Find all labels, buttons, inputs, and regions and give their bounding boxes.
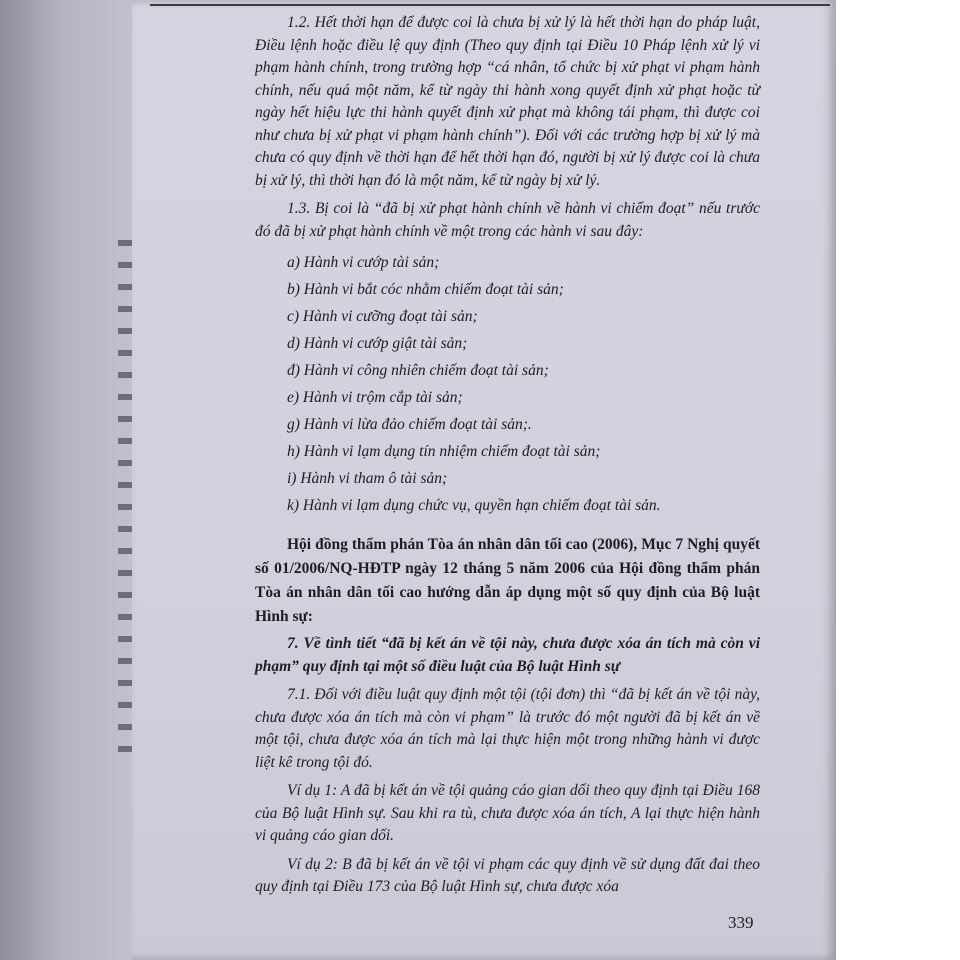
list-item: i) Hành vi tham ô tài sản; [287,470,448,487]
paragraph-7-1: 7.1. Đối với điều luật quy định một tội (tội đơn) thì “đã bị kết án về tội này, chưa được xóa án tích mà còn vi phạm” là trước đó một người đã bị kết án về một tội, chưa được xóa án tích mà lại thực hiện một trong những hành vi được liệt kê trong tội đó. [255,686,760,771]
violation-list [287,249,760,519]
example-2: Ví dụ 2: B đã bị kết án về tội vi phạm các quy định về sử dụng đất đai theo quy định tại Điều 173 của Bộ luật Hình sự, chưa được xóa [255,855,760,895]
list-item: k) Hành vi lạm dụng chức vụ, quyền hạn chiếm đoạt tài sản. [287,497,661,514]
list-item: g) Hành vi lừa đảo chiếm đoạt tài sản;. [287,416,532,433]
list-item: b) Hành vi bắt cóc nhằm chiếm đoạt tài sản; [287,281,564,298]
header-rule [150,4,830,6]
background-margin [836,0,960,960]
page-text [255,12,760,899]
page-number: 339 [728,913,754,932]
list-item: d) Hành vi cướp giật tài sản; [287,335,468,352]
section-7-heading: 7. Về tình tiết “đã bị kết án về tội này, chưa được xóa án tích mà còn vi phạm” quy định tại một số điều luật của Bộ luật Hình sự [255,635,760,675]
facing-page-edge [0,0,135,960]
list-item: c) Hành vi cưỡng đoạt tài sản; [287,308,478,325]
example-1: Ví dụ 1: A đã bị kết án về tội quảng cáo gian dối theo quy định tại Điều 168 của Bộ luật Hình sự. Sau khi ra tù, chưa được xóa án tích, A lại thực hiện hành vi quảng cáo gian dối. [255,782,760,844]
paragraph-1-2: 1.2. Hết thời hạn để được coi là chưa bị xử lý là hết thời hạn do pháp luật, Điều lệnh hoặc điều lệ quy định (Theo quy định tại Điều 10 Pháp lệnh xử lý vi phạm hành chính, trong trường hợp “cá nhân, tổ chức bị xử phạt vi phạm hành chính, nếu quá một năm, kể từ ngày thi hành xong quyết định xử phạt hoặc từ ngày hết hiệu lực thi hành quyết định xử phạt mà không tái phạm, thì được coi như chưa bị xử phạt vi phạm hành chính”). Đối với các trường hợp bị xử lý mà chưa có quy định về thời hạn để hết thời hạn đó, người bị xử lý được coi là chưa bị xử lý, thì thời hạn đó là một năm, kể từ ngày bị xử lý. [255,14,760,189]
list-item: e) Hành vi trộm cắp tài sản; [287,389,463,406]
list-item: a) Hành vi cướp tài sản; [287,254,440,271]
paragraph-1-3: 1.3. Bị coi là “đã bị xử phạt hành chính về hành vi chiếm đoạt” nếu trước đó đã bị xử phạt hành chính về một trong các hành vi sau đây: [255,200,760,240]
resolution-citation: Hội đồng thẩm phán Tòa án nhân dân tối cao (2006), Mục 7 Nghị quyết số 01/2006/NQ-HĐTP ngày 12 tháng 5 năm 2006 của Hội đồng thẩm phán Tòa án nhân dân tối cao hướng dẫn áp dụng một số quy định của Bộ luật Hình sự: [255,536,760,625]
list-item: đ) Hành vi công nhiên chiếm đoạt tài sản; [287,362,549,379]
list-item: h) Hành vi lạm dụng tín nhiệm chiếm đoạt tài sản; [287,443,601,460]
